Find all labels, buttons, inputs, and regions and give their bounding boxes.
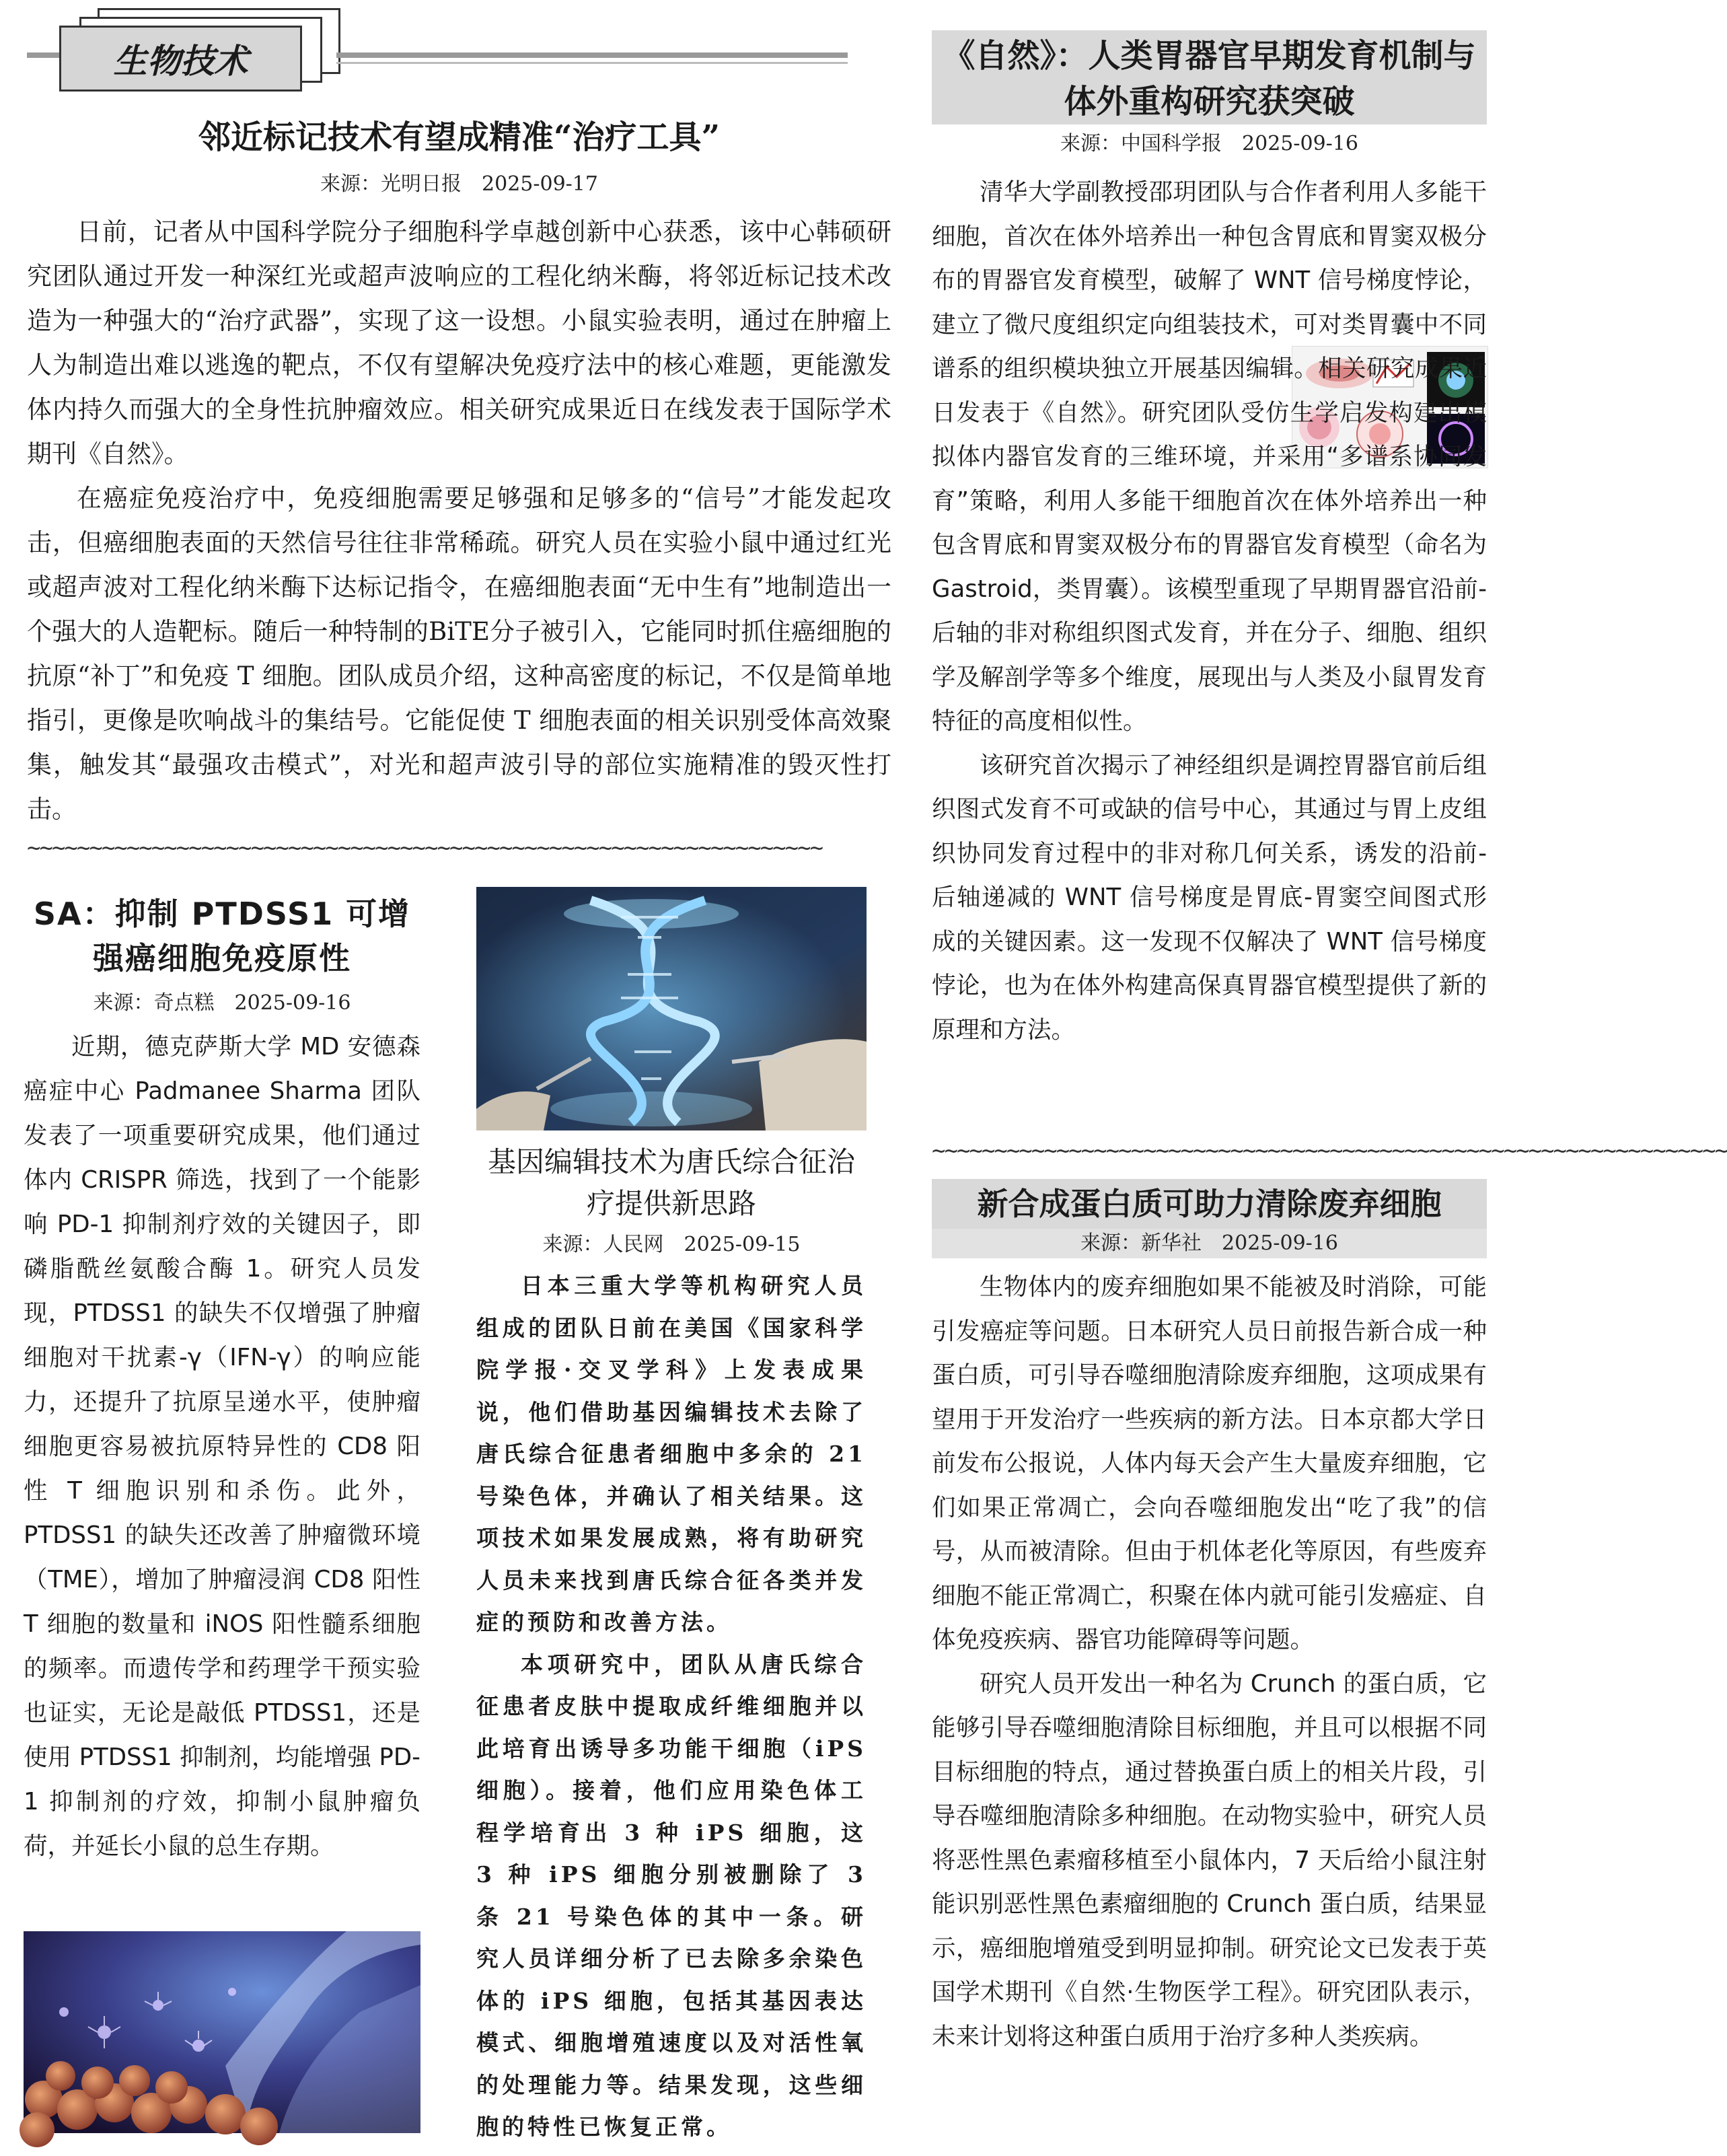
article-5-paragraph: 生物体内的废弃细胞如果不能被及时消除，可能引发癌症等问题。日本研究人员日前报告新合成一种蛋白质，可引导吞噬细胞清除废弃细胞，这项成果有望用于开发治疗一些疾病的新方法。日本京都大学日前发布公报说，人体内每天会产生大量废弃细胞，它们如果正常凋亡，会向吞噬细胞发出“吃了我”的信号，从而被清除。但由于机体老化等原因，有些废弃细胞不能正常凋亡，积聚在体内就可能引发癌症、自体免疫疾病、器官功能障碍等问题。	[932, 1273, 1487, 1653]
article-2-paragraph: 近期，德克萨斯大学 MD 安德森癌症中心 Padmanee Sharma 团队发表了一项重要研究成果，他们通过体内 CRISPR 筛选，找到了一个能影响 PD-1 抑制剂疗效的关键因子，即磷脂酰丝氨酸合酶 1。研究人员发现，PTDSS1 的缺失不仅增强了肿瘤细胞对干扰素-γ（IFN-γ）的响应能力，还提升了抗原呈递水平，使肿瘤细胞更容易被抗原特异性的 CD8 阳性 T 细胞识别和杀伤。此外，PTDSS1 的缺失还改善了肿瘤微环境（TME），增加了肿瘤浸润 CD8 阳性 T 细胞的数量和 iNOS 阳性髓系细胞的频率。而遗传学和药理学干预实验也证实，无论是敲低 PTDSS1，还是使用 PTDSS1 抑制剂，均能增强 PD-1 抑制剂的疗效，抑制小鼠肿瘤负荷，并延长小鼠的总生存期。	[24, 1033, 420, 1860]
article-5-paragraph: 研究人员开发出一种名为 Crunch 的蛋白质，它能够引导吞噬细胞清除目标细胞，并且可以根据不同目标细胞的特点，通过替换蛋白质上的相关片段，引导吞噬细胞清除多种细胞。在动物实验中，研究人员将恶性黑色素瘤移植至小鼠体内，7 天后给小鼠注射能识别恶性黑色素瘤细胞的 Crunch 蛋白质，结果显示，癌细胞增殖受到明显抑制。研究论文已发表于英国学术期刊《自然·生物医学工程》。研究团队表示，未来计划将这种蛋白质用于治疗多种人类疾病。	[932, 1669, 1487, 2050]
article-5	[932, 1265, 1487, 2058]
article-3-source: 来源：人民网 2025-09-15	[542, 1233, 801, 1256]
article-3-paragraph: 本项研究中，团队从唐氏综合征患者皮肤中提取成纤维细胞并以此培育出诱导多功能干细胞（iPS 细胞）。接着，他们应用染色体工程学培育出 3 种 iPS 细胞，这 3 种 iPS 细胞分别被删除了 3 条 21 号染色体的其中一条。研究人员详细分析了已去除多余染色体的 iPS 细胞，包括其基因表达模式、细胞增殖速度以及对活性氧的处理能力等。结果发现，这些细胞的特性已恢复正常。	[476, 1651, 867, 2140]
tumor-cells-image	[24, 1931, 420, 2133]
article-1-paragraph: 日前，记者从中国科学院分子细胞科学卓越创新中心获悉，该中心韩硕研究团队通过开发一种深红光或超声波响应的工程化纳米酶，将邻近标记技术改造为一种强大的“治疗武器”，实现了这一设想。小鼠实验表明，通过在肿瘤上人为制造出难以逃逸的靶点，不仅有望解决免疫疗法中的核心难题，更能激发体内持久而强大的全身性抗肿瘤效应。相关研究成果近日在线发表于国际学术期刊《自然》。	[27, 217, 891, 468]
article-2	[24, 892, 420, 1869]
article-1-source: 来源：光明日报 2025-09-17	[320, 172, 598, 196]
article-1-paragraph: 在癌症免疫治疗中，免疫细胞需要足够强和足够多的“信号”才能发起攻击，但癌细胞表面的天然信号往往非常稀疏。研究人员在实验小鼠中通过红光或超声波对工程化纳米酶下达标记指令，在癌细胞表面“无中生有”地制造出一个强大的人造靶标。随后一种特制的BiTE分子被引入，它能同时抓住癌细胞的抗原“补丁”和免疫 T 细胞。团队成员介绍，这种高密度的标记，不仅是简单地指引，更像是吹响战斗的集结号。它能促使 T 细胞表面的相关识别受体高效聚集，触发其“最强攻击模式”，对光和超声波引导的部位实施精准的毁灭性打击。	[27, 484, 891, 824]
dna-editing-image	[476, 887, 867, 1130]
article-3-title: 基因编辑技术为唐氏综合征治疗提供新思路	[487, 1145, 855, 1220]
article-4-source: 来源：中国科学报 2025-09-16	[1060, 132, 1358, 155]
article-4-title: 《自然》：人类胃器官早期发育机制与体外重构研究获突破	[943, 37, 1476, 120]
section-tab-label: 生物技术	[113, 41, 248, 81]
header-rule-left	[27, 52, 59, 58]
article-2-source: 来源：奇点糕 2025-09-16	[93, 991, 351, 1015]
article-4	[932, 170, 1487, 1052]
article-4-paragraph: 清华大学副教授邵玥团队与合作者利用人多能干细胞，首次在体外培养出一种包含胃底和胃窦双极分布的胃器官发育模型，破解了 WNT 信号梯度悖论，建立了微尺度组织定向组装技术，可对类胃囊中不同谱系的组织模块独立开展基因编辑。相关研究成果近日发表于《自然》。研究团队受仿生学启发构建出模拟体内器官发育的三维环境，并采用“多谱系协同发育”策略，利用人多能干细胞首次在体外培养出一种包含胃底和胃窦双极分布的胃器官发育模型（命名为 Gastroid，类胃囊）。该模型重现了早期胃器官沿前-后轴的非对称组织图式发育，并在分子、细胞、组织学及解剖学等多个维度，展现出与人类及小鼠胃发育特征的高度相似性。	[932, 178, 1487, 735]
header-rule	[336, 52, 848, 58]
divider-wave-right: ~~~~~~~~~~~~~~~~~~~~~~~~~~~~~~~~~~~~~~~~~~~~~~~~~~~~~~~~~~~~~~~~	[932, 1137, 1727, 1164]
article-5-source: 来源：新华社 2025-09-16	[932, 1229, 1487, 1258]
article-1	[27, 114, 891, 832]
article-4-paragraph: 该研究首次揭示了神经组织是调控胃器官前后组织图式发育不可或缺的信号中心，其通过与胃上皮组织协同发育过程中的非对称几何关系，诱发的沿前-后轴递减的 WNT 信号梯度是胃底-胃窦空间图式形成的关键因素。这一发现不仅解决了 WNT 信号梯度悖论，也为在体外构建高保真胃器官模型提供了新的原理和方法。	[932, 751, 1487, 1044]
dna-illustration	[476, 887, 867, 1130]
header-rule-thin	[336, 62, 848, 64]
article-3-paragraph: 日本三重大学等机构研究人员组成的团队日前在美国《国家科学院学报·交叉学科》上发表成果说，他们借助基因编辑技术去除了唐氏综合征患者细胞中多余的 21 号染色体，并确认了相关结果。这项技术如果发展成熟，将有助研究人员未来找到唐氏综合征各类并发症的预防和改善方法。	[476, 1272, 867, 1635]
divider-wave: ~~~~~~~~~~~~~~~~~~~~~~~~~~~~~~~~~~~~~~~~~~~~~~~~~~~~~~~~~~~~~~~~	[27, 834, 823, 861]
article-2-title: SA：抑制 PTDSS1 可增强癌细胞免疫原性	[33, 896, 411, 976]
article-3	[476, 1141, 867, 2149]
section-tab	[59, 26, 302, 92]
article-1-title: 邻近标记技术有望成精准“治疗工具”	[198, 118, 721, 156]
tumor-cells-illustration	[24, 1931, 420, 2133]
article-5-title-box	[932, 1179, 1487, 1229]
article-4-title-box	[932, 30, 1487, 124]
article-5-title: 新合成蛋白质可助力清除废弃细胞	[977, 1186, 1442, 1222]
